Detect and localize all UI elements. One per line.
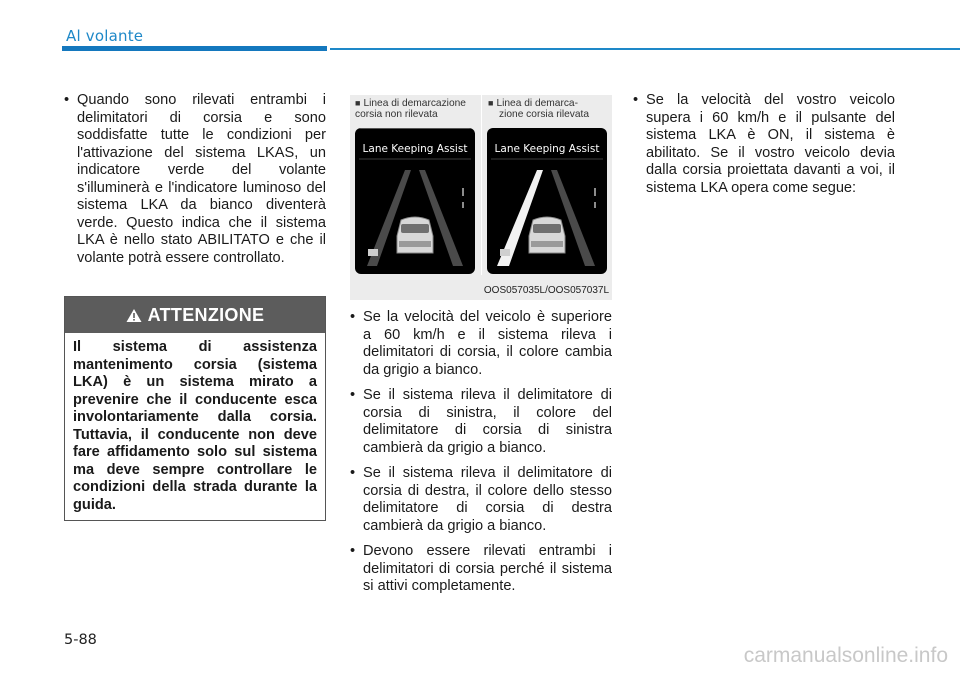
list-item: • Se la velocità del vostro veicolo supera i 60 km/h e il pulsante del sistema LKA è ON, il sistema è abilitato. Se il vostro veicolo devia dalla corsia proiettata davanti a voi, il sistema LKA opera come segue:	[633, 92, 895, 197]
warning-title: ATTENZIONE	[147, 304, 265, 325]
list-item: • Devono essere rilevati entrambi i delimitatori di corsia perché il sistema si attivi completamente.	[350, 543, 612, 596]
warning-triangle-icon	[126, 308, 142, 323]
lka-figure	[350, 95, 612, 300]
warning-header	[65, 297, 325, 333]
lane-car-graphic-icon	[487, 128, 607, 274]
screen-title: Lane Keeping Assist	[494, 143, 600, 155]
square-bullet-icon: ■	[488, 98, 494, 108]
left-column-bullets	[64, 92, 326, 275]
list-item: • Se il sistema rileva il delimitatore di corsia di sinistra, il colore del delimitatore di corsia di sinistra cambierà da grigio a bianco.	[350, 387, 612, 457]
list-item: • Se la velocità del veicolo è superiore a 60 km/h e il sistema rileva i delimitatori di corsia, il colore cambia da grigio a bianco.	[350, 309, 612, 379]
figure-label-left: ■ Linea di demarcazione corsia non rilevata	[355, 98, 466, 120]
list-item: • Quando sono rilevati entrambi i delimitatori di corsia e sono soddisfatte tutte le condizioni per l'attivazione del sistema LKAS, un indicatore verde del volante s'illuminerà e l'indicatore luminoso del sistema LKA da bianco diventerà verde. Questo indica che il sistema LKA è nello stato ABILITATO e che il volante potrà essere controllato.	[64, 92, 326, 267]
screen-title: Lane Keeping Assist	[362, 143, 468, 155]
middle-column-bullets	[350, 309, 612, 604]
figure-caption: OOS057035L/OOS057037L	[483, 285, 609, 296]
right-column-bullets	[633, 92, 895, 205]
list-item: • Se il sistema rileva il delimitatore di corsia di destra, il colore dello stesso delimitatore di corsia di destra cambierà da grigio a bianco.	[350, 465, 612, 535]
lane-car-graphic-icon	[355, 128, 475, 274]
page-number: 5-88	[64, 632, 97, 648]
warning-box	[64, 296, 326, 521]
figure-label-right: ■ Linea di demarca- zione corsia rilevata	[488, 98, 590, 120]
section-title: Al volante	[66, 27, 144, 45]
header-rule-dark	[62, 46, 327, 51]
figure-separator	[481, 95, 482, 275]
warning-text: Il sistema di assistenza mantenimento corsia (sistema LKA) è un sistema mirato a prevenire che il conducente esca involontariamente dalla corsia. Tuttavia, il conducente non deve fare affidamento solo sul sistema ma deve sempre controllare le condizioni della strada durante la guida.	[73, 339, 317, 513]
cluster-screen-detected	[487, 128, 607, 274]
cluster-screen-not-detected	[355, 128, 475, 274]
header-rule-light	[330, 48, 960, 50]
watermark: carmanualsonline.info	[743, 644, 948, 667]
square-bullet-icon: ■	[355, 98, 361, 108]
